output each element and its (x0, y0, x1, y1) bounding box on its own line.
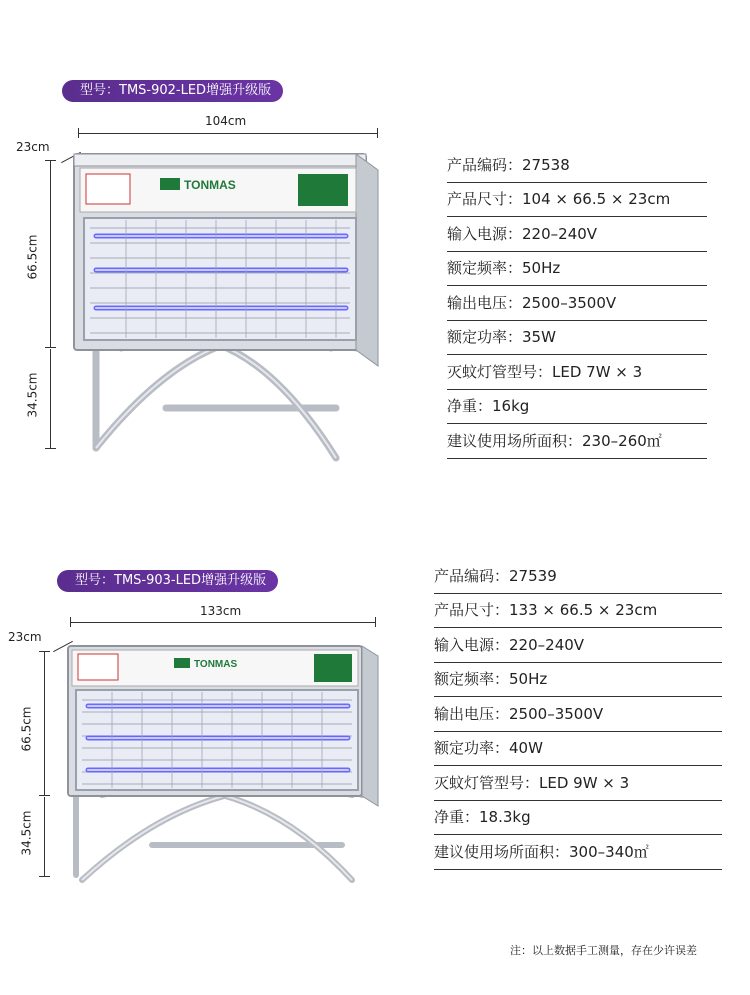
spec-label: 产品编码： (447, 156, 523, 174)
spec-row (447, 286, 707, 321)
spec-row (434, 731, 722, 766)
width-tick (78, 128, 79, 138)
spec-label: 额定频率： (447, 259, 523, 277)
spec-row (447, 148, 707, 183)
width-tick (70, 617, 71, 627)
spec-value: 230–260㎡ (582, 432, 662, 450)
width-line-1 (78, 133, 378, 134)
spec-label: 输出电压： (447, 294, 523, 312)
model-badge-1: 型号：TMS-902-LED增强升级版 (62, 80, 283, 102)
product-image-2 (62, 640, 382, 890)
spec-row (434, 766, 722, 801)
spec-label: 额定功率： (447, 328, 523, 346)
spec-label: 建议使用场所面积： (447, 432, 583, 450)
spec-value: 40W (509, 739, 543, 757)
spec-value: 104 × 66.5 × 23cm (522, 190, 671, 208)
spec-label: 输出电压： (434, 705, 510, 723)
spec-value: 133 × 66.5 × 23cm (509, 601, 658, 619)
stand-height-label-1: 34.5cm (25, 372, 40, 418)
spec-label: 灭蚊灯管型号： (434, 774, 540, 792)
spec-label: 产品尺寸： (447, 190, 523, 208)
spec-label: 输入电源： (447, 225, 523, 243)
height-tick (39, 651, 50, 652)
spec-label: 灭蚊灯管型号： (447, 363, 553, 381)
spec-row (447, 424, 707, 459)
spec-label: 输入电源： (434, 636, 510, 654)
spec-value: 2500–3500V (522, 294, 617, 312)
width-tick (375, 617, 376, 627)
spec-row (434, 662, 722, 697)
width-tick (377, 128, 378, 138)
spec-value: 50Hz (509, 670, 548, 688)
spec-row (434, 835, 722, 870)
height-tick (39, 795, 50, 796)
body-height-label-1: 66.5cm (25, 234, 40, 280)
width-line-2 (70, 622, 376, 623)
spec-row (434, 628, 722, 663)
spec-value: 27539 (509, 567, 557, 585)
width-label-2: 133cm (200, 604, 242, 618)
spec-value: 16kg (492, 397, 530, 415)
spec-row (447, 182, 707, 217)
spec-value: 18.3kg (479, 808, 531, 826)
spec-value: 2500–3500V (509, 705, 604, 723)
spec-label: 净重： (447, 397, 493, 415)
spec-value: 50Hz (522, 259, 561, 277)
stand-height-line-2 (44, 797, 45, 877)
spec-row (447, 320, 707, 355)
spec-value: LED 9W × 3 (539, 774, 630, 792)
spec-row (447, 355, 707, 390)
depth-label-2: 23cm (8, 630, 42, 644)
spec-label: 产品编码： (434, 567, 510, 585)
spec-value: 300–340㎡ (569, 843, 649, 861)
body-height-line-1 (50, 160, 51, 348)
height-tick (45, 448, 56, 449)
brand-logo: TONMAS (184, 178, 236, 192)
spec-row (434, 593, 722, 628)
spec-label: 产品尺寸： (434, 601, 510, 619)
spec-label: 净重： (434, 808, 480, 826)
model-badge-2: 型号：TMS-903-LED增强升级版 (57, 570, 278, 592)
depth-label-1: 23cm (16, 140, 50, 154)
body-height-line-2 (44, 651, 45, 796)
brand-logo: TONMAS (194, 659, 238, 670)
height-tick (45, 347, 56, 348)
spec-value: LED 7W × 3 (552, 363, 643, 381)
body-height-label-2: 66.5cm (19, 706, 34, 752)
spec-label: 建议使用场所面积： (434, 843, 570, 861)
spec-row (434, 697, 722, 732)
height-tick (45, 160, 56, 161)
spec-row (447, 251, 707, 286)
stand-height-line-1 (50, 349, 51, 449)
height-tick (39, 876, 50, 877)
spec-value: 220–240V (522, 225, 598, 243)
footnote: 注：以上数据手工测量，存在少许误差 (510, 944, 697, 957)
spec-row (434, 559, 722, 594)
spec-row (447, 389, 707, 424)
spec-row (447, 217, 707, 252)
spec-label: 额定频率： (434, 670, 510, 688)
spec-value: 27538 (522, 156, 570, 174)
stand-height-label-2: 34.5cm (19, 810, 34, 856)
width-label-1: 104cm (205, 114, 247, 128)
spec-row (434, 800, 722, 835)
product-image-1 (66, 148, 386, 468)
spec-label: 额定功率： (434, 739, 510, 757)
spec-value: 220–240V (509, 636, 585, 654)
spec-value: 35W (522, 328, 556, 346)
